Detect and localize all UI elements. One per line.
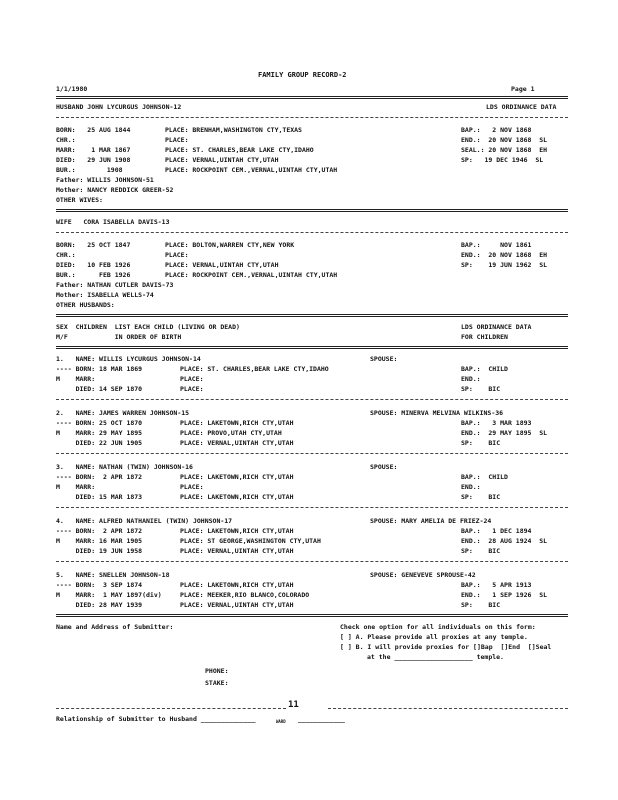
child-born-place: PLACE: LAKETOWN,RICH CTY,UTAH	[180, 473, 294, 481]
child-name: 4. NAME: ALFRED NATHANIEL (TWIN) JOHNSON-17	[56, 517, 233, 525]
option-a[interactable]: [ ] A. Please provide all proxies at any temple.	[340, 633, 528, 641]
child-marr-place: PLACE: PROVO,UTAH CTY,UTAH	[180, 429, 282, 437]
child-died-place: PLACE:	[180, 385, 204, 393]
child-died-place: PLACE: VERNAL,UINTAH CTY,UTAH	[180, 439, 294, 447]
child-name: 3. NAME: NATHAN (TWIN) JOHNSON-16	[56, 463, 193, 471]
double-rule	[56, 96, 568, 99]
double-rule	[56, 614, 568, 617]
dashed-rule	[56, 708, 286, 709]
child-bap: BAP.: 3 MAR 1893	[461, 419, 532, 427]
dashed-rule	[56, 561, 568, 562]
wife-other-husbands: OTHER HUSBANDS:	[56, 301, 115, 309]
husband-bur-place: PLACE: ROCKPOINT CEM.,VERNAL,UINTAH CTY,UTAH	[165, 166, 338, 174]
husband-ordinance-header: LDS ORDINANCE DATA	[486, 103, 557, 111]
child-born-place: PLACE: LAKETOWN,RICH CTY,UTAH	[180, 527, 294, 535]
child-bap: BAP.: CHILD	[461, 365, 508, 373]
phone-label: PHONE:	[205, 667, 229, 675]
page-label: Page 1	[511, 85, 535, 93]
husband-died-place: PLACE: VERNAL,UINTAH CTY,UTAH	[165, 156, 279, 164]
child-spouse: SPOUSE:	[370, 463, 398, 471]
husband-mother: Mother: NANCY REDDICK GREER-52	[56, 186, 174, 194]
children-ordinance-sub: FOR CHILDREN	[461, 333, 508, 341]
child-born: ---- BORN: 3 SEP 1874	[56, 581, 143, 589]
ward-label: WARD	[276, 719, 286, 724]
husband-bur: BUR.: 1908	[56, 166, 123, 174]
child-marr: M MARR: 29 MAY 1895	[56, 429, 143, 437]
record-title: FAMILY GROUP RECORD-2	[258, 71, 347, 79]
child-born: ---- BORN: 25 OCT 1870	[56, 419, 143, 427]
child-sp: SP: BIC	[461, 439, 501, 447]
child-end: END.:	[461, 483, 481, 491]
child-spouse: SPOUSE: GENEVEVE SPROUSE-42	[370, 571, 476, 579]
check-option-label: Check one option for all individuals on this form:	[340, 623, 536, 631]
wife-born: BORN: 25 OCT 1847	[56, 241, 131, 249]
child-end: END.: 28 AUG 1924 SL	[461, 537, 548, 545]
wife-died: DIED: 10 FEB 1926	[56, 261, 131, 269]
child-died: DIED: 15 MAR 1873	[56, 493, 143, 501]
child-sp: SP: BIC	[461, 547, 501, 555]
dashed-rule	[56, 507, 568, 508]
child-sp: SP: BIC	[461, 385, 501, 393]
child-born-place: PLACE: LAKETOWN,RICH CTY,UTAH	[180, 581, 294, 589]
stake-label: STAKE:	[205, 679, 229, 687]
wife-chr-place: PLACE:	[165, 251, 189, 259]
wife-name: WIFE CORA ISABELLA DAVIS-13	[56, 218, 170, 226]
child-marr-place: PLACE: MEEKER,RIO BLANCO,COLORADO	[180, 591, 310, 599]
child-end: END.: 1 SEP 1926 SL	[461, 591, 548, 599]
child-marr: M MARR:	[56, 375, 96, 383]
wife-bur: BUR.: FEB 1926	[56, 271, 131, 279]
child-died: DIED: 14 SEP 1870	[56, 385, 143, 393]
wife-bap: BAP.: NOV 1861	[461, 241, 532, 249]
temple-line: at the ____________________ temple.	[367, 653, 504, 661]
child-marr-place: PLACE:	[180, 375, 204, 383]
child-marr: M MARR: 1 MAY 1897(div)	[56, 591, 162, 599]
husband-name: HUSBAND JOHN LYCURGUS JOHNSON-12	[56, 103, 182, 111]
child-born-place: PLACE: ST. CHARLES,BEAR LAKE CTY,IDAHO	[180, 365, 329, 373]
child-born: ---- BORN: 2 APR 1872	[56, 527, 143, 535]
page-number: 11	[288, 700, 299, 710]
child-marr: M MARR:	[56, 483, 96, 491]
child-name: 5. NAME: SNELLEN JOHNSON-18	[56, 571, 170, 579]
option-b[interactable]: [ ] B. I will provide proxies for []Bap []End []Seal	[340, 643, 552, 651]
child-sp: SP: BIC	[461, 601, 501, 609]
child-marr-place: PLACE: ST GEORGE,WASHINGTON CTY,UTAH	[180, 537, 321, 545]
dashed-rule	[56, 453, 568, 454]
children-header-line1: SEX CHILDREN LIST EACH CHILD (LIVING OR DEAD)	[56, 323, 240, 331]
child-spouse: SPOUSE:	[370, 355, 398, 363]
child-bap: BAP.: 5 APR 1913	[461, 581, 532, 589]
child-died-place: PLACE: VERNAL,UINTAH CTY,UTAH	[180, 601, 294, 609]
husband-born: BORN: 25 AUG 1844	[56, 126, 131, 134]
wife-end: END.: 20 NOV 1868 EH	[461, 251, 548, 259]
husband-marr: MARR: 1 MAR 1867	[56, 146, 131, 154]
child-bap: BAP.: CHILD	[461, 473, 508, 481]
double-rule	[56, 209, 568, 212]
child-died-place: PLACE: VERNAL,UINTAH CTY,UTAH	[180, 547, 294, 555]
child-name: 1. NAME: WILLIS LYCURGUS JOHNSON-14	[56, 355, 201, 363]
wife-sp: SP: 19 JUN 1962 SL	[461, 261, 548, 269]
dashed-rule	[56, 399, 568, 400]
dashed-rule	[56, 117, 568, 118]
ward-blank: ____________	[298, 715, 345, 723]
record-date: 1/1/1980	[56, 85, 88, 93]
wife-father: Father: NATHAN CUTLER DAVIS-73	[56, 281, 174, 289]
double-rule	[56, 314, 568, 317]
husband-bap: BAP.: 2 NOV 1868	[461, 126, 532, 134]
child-born: ---- BORN: 18 MAR 1869	[56, 365, 143, 373]
child-marr: M MARR: 16 MAR 1905	[56, 537, 143, 545]
child-died: DIED: 19 JUN 1958	[56, 547, 143, 555]
husband-died: DIED: 29 JUN 1908	[56, 156, 131, 164]
child-spouse: SPOUSE: MINERVA MELVINA WILKINS-36	[370, 409, 504, 417]
husband-chr: CHR.:	[56, 136, 76, 144]
husband-end: END.: 20 NOV 1868 SL	[461, 136, 548, 144]
relationship-line: Relationship of Submitter to Husband ______________	[56, 715, 256, 723]
child-born-place: PLACE: LAKETOWN,RICH CTY,UTAH	[180, 419, 294, 427]
child-born: ---- BORN: 2 APR 1872	[56, 473, 143, 481]
husband-seal: SEAL.: 20 NOV 1868 EH	[461, 146, 548, 154]
husband-chr-place: PLACE:	[165, 136, 189, 144]
child-spouse: SPOUSE: MARY AMELIA DE FRIEZ-24	[370, 517, 492, 525]
submitter-label: Name and Address of Submitter:	[56, 623, 174, 631]
child-died: DIED: 22 JUN 1905	[56, 439, 143, 447]
child-sp: SP: BIC	[461, 493, 501, 501]
child-end: END.: 29 MAY 1895 SL	[461, 429, 548, 437]
dashed-rule	[56, 232, 568, 233]
wife-chr: CHR.:	[56, 251, 76, 259]
husband-born-place: PLACE: BRENHAM,WASHINGTON CTY,TEXAS	[165, 126, 302, 134]
child-name: 2. NAME: JAMES WARREN JOHNSON-15	[56, 409, 190, 417]
children-ordinance-header: LDS ORDINANCE DATA	[461, 323, 532, 331]
wife-died-place: PLACE: VERNAL,UINTAH CTY,UTAH	[165, 261, 279, 269]
wife-mother: Mother: ISABELLA WELLS-74	[56, 291, 154, 299]
husband-sp: SP: 19 DEC 1946 SL	[461, 156, 544, 164]
child-died-place: PLACE: LAKETOWN,RICH CTY,UTAH	[180, 493, 294, 501]
children-header-line2: M/F IN ORDER OF BIRTH	[56, 333, 182, 341]
husband-father: Father: WILLIS JOHNSON-51	[56, 176, 154, 184]
dashed-rule	[328, 708, 568, 709]
husband-marr-place: PLACE: ST. CHARLES,BEAR LAKE CTY,IDAHO	[165, 146, 314, 154]
child-died: DIED: 28 MAY 1939	[56, 601, 143, 609]
wife-born-place: PLACE: BOLTON,WARREN CTY,NEW YORK	[165, 241, 295, 249]
child-end: END.:	[461, 375, 481, 383]
double-rule	[56, 346, 568, 349]
child-bap: BAP.: 1 DEC 1894	[461, 527, 532, 535]
child-marr-place: PLACE:	[180, 483, 204, 491]
husband-other-wives: OTHER WIVES:	[56, 196, 103, 204]
wife-bur-place: PLACE: ROCKPOINT CEM.,VERNAL,UINTAH CTY,UTAH	[165, 271, 338, 279]
